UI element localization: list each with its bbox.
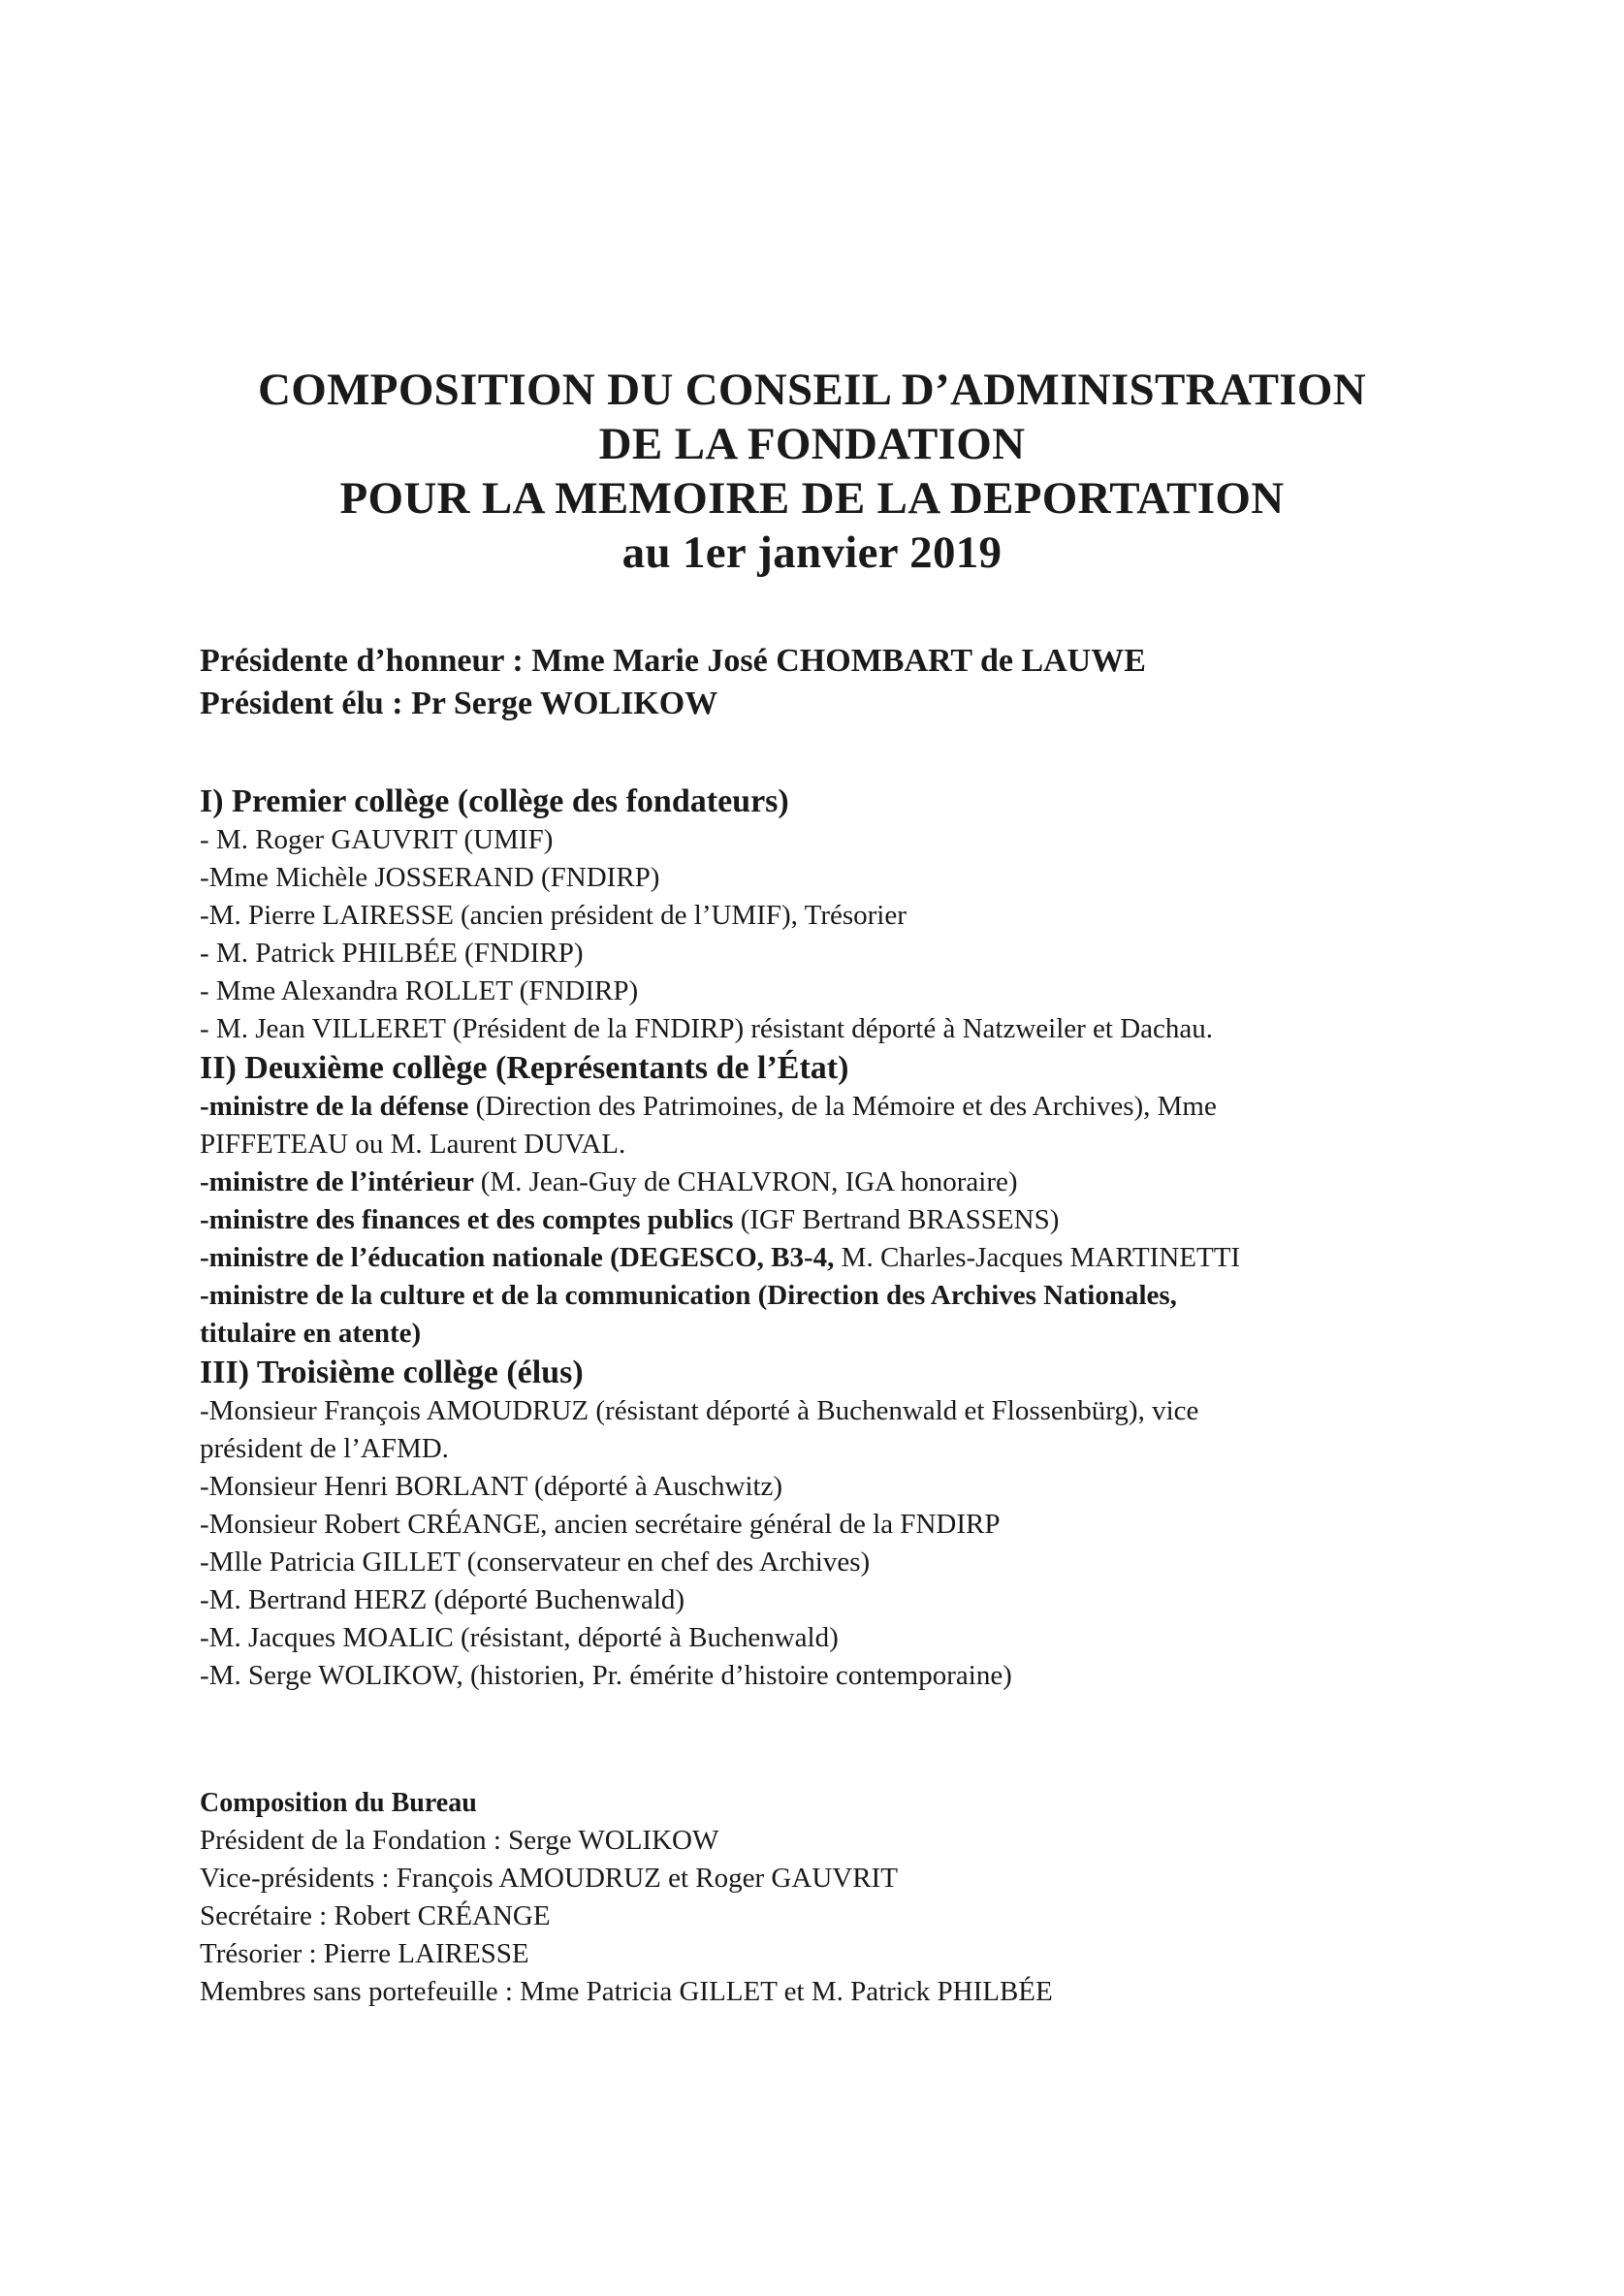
college-2-item: [200, 1164, 1509, 1201]
college-2-item: [200, 1239, 1509, 1277]
college-1-member: - M. Patrick PHILBÉE (FNDIRP): [200, 938, 584, 969]
college-3-member: -Monsieur Robert CRÉANGE, ancien secrétaire général de la FNDIRP: [200, 1509, 1001, 1540]
ministry-representative: (IGF Bertrand BRASSENS): [740, 1204, 1060, 1235]
college-1-member: - M. Jean VILLERET (Président de la FNDIRP) résistant déporté à Natzweiler et Dachau.: [200, 1013, 1214, 1044]
bureau-line: Trésorier : Pierre LAIRESSE: [200, 1938, 529, 1969]
document-title: [0, 363, 1624, 580]
title-line-4: au 1er janvier 2019: [621, 527, 1003, 578]
college-2-item-continuation: titulaire en atente): [200, 1318, 422, 1349]
title-line-2: DE LA FONDATION: [598, 419, 1026, 469]
college-2-item: [200, 1088, 1509, 1126]
college-1-member: - Mme Alexandra ROLLET (FNDIRP): [200, 975, 639, 1006]
ministry-label: -ministre de l’éducation nationale (DEGESCO, B3-4,: [200, 1242, 842, 1273]
title-line-3: POUR LA MEMOIRE DE LA DEPORTATION: [339, 473, 1285, 524]
college-1-heading: I) Premier collège (collège des fondateurs): [200, 783, 789, 819]
presidents-block: [200, 640, 1146, 725]
elected-president: Président élu : Pr Serge WOLIKOW: [200, 686, 718, 721]
college-1-member: -Mme Michèle JOSSERAND (FNDIRP): [200, 862, 660, 893]
college-2-item-continuation: PIFFETEAU ou M. Laurent DUVAL.: [200, 1129, 626, 1160]
college-3-member: -M. Bertrand HERZ (déporté Buchenwald): [200, 1584, 685, 1615]
ministry-representative: (M. Jean-Guy de CHALVRON, IGA honoraire): [480, 1166, 1018, 1197]
bureau-line: Vice-présidents : François AMOUDRUZ et Roger GAUVRIT: [200, 1863, 898, 1894]
college-3-heading: III) Troisième collège (élus): [200, 1355, 584, 1390]
college-3-member: -Monsieur Henri BORLANT (déporté à Auschwitz): [200, 1471, 783, 1502]
bureau-line: Président de la Fondation : Serge WOLIKOW: [200, 1825, 719, 1856]
title-line-1: COMPOSITION DU CONSEIL D’ADMINISTRATION: [258, 365, 1366, 415]
honorary-president: Présidente d’honneur : Mme Marie José CHOMBART de LAUWE: [200, 643, 1146, 679]
college-2-item: -ministre de la culture et de la communication (Direction des Archives Nationales,: [200, 1280, 1177, 1311]
bureau-line: Secrétaire : Robert CRÉANGE: [200, 1900, 551, 1931]
ministry-label: -ministre des finances et des comptes publics: [200, 1204, 741, 1235]
bureau-block: [200, 1784, 1053, 2011]
ministry-label: -ministre de l’intérieur: [200, 1166, 481, 1197]
college-1-member: - M. Roger GAUVRIT (UMIF): [200, 824, 554, 855]
college-2-heading: II) Deuxième collège (Représentants de l’État): [200, 1050, 849, 1086]
college-3-member: président de l’AFMD.: [200, 1433, 449, 1464]
bureau-line: Membres sans portefeuille : Mme Patricia GILLET et M. Patrick PHILBÉE: [200, 1976, 1053, 2007]
council-body: [200, 781, 1509, 1695]
college-2-item: [200, 1201, 1509, 1239]
college-3-member: -Monsieur François AMOUDRUZ (résistant déporté à Buchenwald et Flossenbürg), vice: [200, 1395, 1199, 1426]
bureau-title: Composition du Bureau: [200, 1788, 477, 1818]
college-3-member: -M. Jacques MOALIC (résistant, déporté à Buchenwald): [200, 1622, 839, 1653]
college-3-member: -Mlle Patricia GILLET (conservateur en chef des Archives): [200, 1547, 871, 1578]
ministry-representative: (Direction des Patrimoines, de la Mémoire et des Archives), Mme: [475, 1091, 1217, 1122]
college-3-member: -M. Serge WOLIKOW, (historien, Pr. émérite d’histoire contemporaine): [200, 1660, 1012, 1691]
ministry-representative: M. Charles-Jacques MARTINETTI: [841, 1242, 1241, 1273]
college-1-member: -M. Pierre LAIRESSE (ancien président de l’UMIF), Trésorier: [200, 900, 907, 931]
ministry-label: -ministre de la défense: [200, 1091, 476, 1122]
